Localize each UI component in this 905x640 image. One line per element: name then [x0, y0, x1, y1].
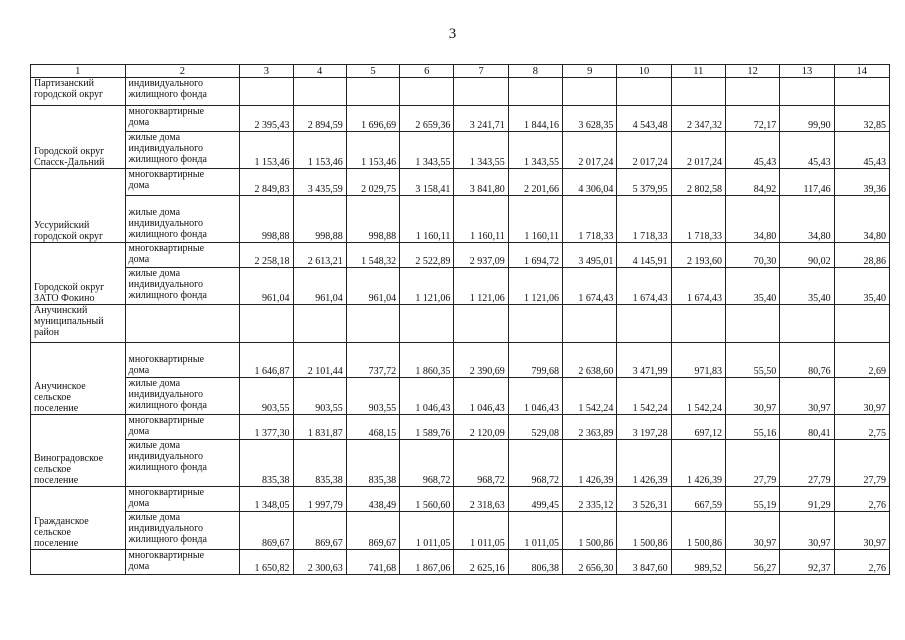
value-cell: 3 241,71	[454, 106, 508, 132]
value-cell	[834, 78, 889, 106]
value-cell: 1 153,46	[293, 132, 346, 169]
value-cell: 1 011,05	[400, 512, 454, 550]
value-cell: 903,55	[346, 378, 399, 415]
value-cell: 2 802,58	[671, 169, 725, 196]
value-cell: 2 120,09	[454, 415, 508, 440]
value-cell: 2 522,89	[400, 243, 454, 268]
value-cell: 835,38	[240, 440, 293, 487]
value-cell: 2 659,36	[400, 106, 454, 132]
territory-cell: Городской округ ЗАТО Фокино	[31, 243, 126, 305]
value-cell: 1 121,06	[508, 268, 562, 305]
value-cell: 45,43	[780, 132, 834, 169]
value-cell	[563, 78, 617, 106]
value-cell: 1 343,55	[454, 132, 508, 169]
value-cell: 35,40	[834, 268, 889, 305]
value-cell: 2 101,44	[293, 343, 346, 378]
column-number-5: 5	[346, 65, 399, 78]
value-cell: 968,72	[400, 440, 454, 487]
value-cell: 30,97	[780, 512, 834, 550]
table-row	[31, 106, 890, 132]
value-cell	[508, 78, 562, 106]
value-cell: 117,46	[780, 169, 834, 196]
value-cell: 1 426,39	[563, 440, 617, 487]
value-cell	[293, 305, 346, 343]
value-cell	[240, 78, 293, 106]
value-cell	[240, 305, 293, 343]
value-cell: 697,12	[671, 415, 725, 440]
housing-type-cell: многоквартирные дома	[125, 343, 240, 378]
value-cell: 1 046,43	[454, 378, 508, 415]
housing-type-cell: жилые дома индивидуального жилищного фонда	[125, 132, 240, 169]
value-cell: 1 500,86	[563, 512, 617, 550]
column-number-14: 14	[834, 65, 889, 78]
value-cell: 2 937,09	[454, 243, 508, 268]
housing-type-cell: многоквартирные дома	[125, 550, 240, 575]
value-cell: 968,72	[508, 440, 562, 487]
territory-cell: Анучинский муниципальный район	[31, 305, 126, 343]
value-cell: 968,72	[454, 440, 508, 487]
value-cell: 971,83	[671, 343, 725, 378]
value-cell: 1 718,33	[671, 196, 725, 243]
value-cell: 2 625,16	[454, 550, 508, 575]
value-cell: 1 650,82	[240, 550, 293, 575]
value-cell: 2 656,30	[563, 550, 617, 575]
value-cell: 1 696,69	[346, 106, 399, 132]
value-cell: 1 500,86	[617, 512, 671, 550]
value-cell: 1 589,76	[400, 415, 454, 440]
value-cell: 835,38	[346, 440, 399, 487]
housing-type-cell: многоквартирные дома	[125, 106, 240, 132]
housing-type-cell: многоквартирные дома	[125, 243, 240, 268]
value-cell: 3 628,35	[563, 106, 617, 132]
value-cell: 869,67	[346, 512, 399, 550]
value-cell: 80,41	[780, 415, 834, 440]
value-cell: 4 145,91	[617, 243, 671, 268]
value-cell: 45,43	[725, 132, 779, 169]
value-cell: 468,15	[346, 415, 399, 440]
table-row	[31, 78, 890, 106]
value-cell: 1 542,24	[563, 378, 617, 415]
value-cell	[617, 78, 671, 106]
table-row	[31, 487, 890, 512]
value-cell: 2 395,43	[240, 106, 293, 132]
value-cell: 2 318,63	[454, 487, 508, 512]
value-cell: 1 426,39	[671, 440, 725, 487]
value-cell: 1 121,06	[400, 268, 454, 305]
value-cell: 34,80	[780, 196, 834, 243]
housing-type-cell: жилые дома индивидуального жилищного фонда	[125, 268, 240, 305]
value-cell: 72,17	[725, 106, 779, 132]
value-cell: 1 674,43	[563, 268, 617, 305]
value-cell: 2 849,83	[240, 169, 293, 196]
value-cell: 56,27	[725, 550, 779, 575]
territory-cell: Городской округ Спасск-Дальний	[31, 106, 126, 169]
value-cell: 30,97	[725, 378, 779, 415]
value-cell: 2 258,18	[240, 243, 293, 268]
value-cell: 2,69	[834, 343, 889, 378]
value-cell: 1 046,43	[508, 378, 562, 415]
value-cell: 903,55	[293, 378, 346, 415]
value-cell	[400, 305, 454, 343]
table-row	[31, 196, 890, 243]
value-cell: 2 390,69	[454, 343, 508, 378]
column-number-3: 3	[240, 65, 293, 78]
value-cell	[454, 305, 508, 343]
value-cell: 3 435,59	[293, 169, 346, 196]
value-cell: 1 121,06	[454, 268, 508, 305]
value-cell: 3 471,99	[617, 343, 671, 378]
value-cell: 499,45	[508, 487, 562, 512]
value-cell: 1 426,39	[617, 440, 671, 487]
territory-cell: Гражданское сельское поселение	[31, 487, 126, 550]
value-cell	[346, 305, 399, 343]
value-cell: 903,55	[240, 378, 293, 415]
value-cell: 1 718,33	[563, 196, 617, 243]
housing-type-cell: жилые дома индивидуального жилищного фонда	[125, 196, 240, 243]
value-cell: 529,08	[508, 415, 562, 440]
value-cell: 1 674,43	[671, 268, 725, 305]
value-cell: 1 860,35	[400, 343, 454, 378]
value-cell: 961,04	[293, 268, 346, 305]
table-row	[31, 415, 890, 440]
value-cell: 989,52	[671, 550, 725, 575]
value-cell: 2,76	[834, 487, 889, 512]
value-cell	[725, 78, 779, 106]
value-cell	[454, 78, 508, 106]
value-cell: 55,19	[725, 487, 779, 512]
territory-cell: Анучинское сельское поселение	[31, 343, 126, 415]
column-number-1: 1	[31, 65, 126, 78]
value-cell: 2,76	[834, 550, 889, 575]
value-cell: 2 613,21	[293, 243, 346, 268]
value-cell	[346, 78, 399, 106]
value-cell: 1 046,43	[400, 378, 454, 415]
value-cell: 27,79	[780, 440, 834, 487]
value-cell: 2 017,24	[563, 132, 617, 169]
value-cell: 1 867,06	[400, 550, 454, 575]
housing-type-cell: жилые дома индивидуального жилищного фонда	[125, 512, 240, 550]
value-cell: 2 335,12	[563, 487, 617, 512]
housing-type-cell: многоквартирные дома	[125, 415, 240, 440]
value-cell: 2 029,75	[346, 169, 399, 196]
housing-type-cell	[125, 305, 240, 343]
value-cell: 3 526,31	[617, 487, 671, 512]
value-cell: 30,97	[725, 512, 779, 550]
value-cell: 2 017,24	[671, 132, 725, 169]
value-cell: 1 542,24	[671, 378, 725, 415]
column-number-7: 7	[454, 65, 508, 78]
value-cell: 1 646,87	[240, 343, 293, 378]
value-cell: 1 153,46	[240, 132, 293, 169]
housing-type-cell: жилые дома индивидуального жилищного фонда	[125, 440, 240, 487]
value-cell: 1 160,11	[400, 196, 454, 243]
value-cell: 35,40	[780, 268, 834, 305]
column-number-9: 9	[563, 65, 617, 78]
column-number-6: 6	[400, 65, 454, 78]
value-cell: 39,36	[834, 169, 889, 196]
table-row	[31, 440, 890, 487]
value-cell	[508, 305, 562, 343]
housing-type-cell: многоквартирные дома	[125, 487, 240, 512]
value-cell: 438,49	[346, 487, 399, 512]
column-number-11: 11	[671, 65, 725, 78]
value-cell: 34,80	[725, 196, 779, 243]
housing-type-cell: жилые дома индивидуального жилищного фонда	[125, 378, 240, 415]
value-cell: 55,16	[725, 415, 779, 440]
value-cell: 1 011,05	[454, 512, 508, 550]
value-cell: 1 674,43	[617, 268, 671, 305]
tariff-table	[30, 64, 890, 575]
value-cell: 961,04	[240, 268, 293, 305]
value-cell: 1 997,79	[293, 487, 346, 512]
table-row	[31, 512, 890, 550]
value-cell: 737,72	[346, 343, 399, 378]
value-cell: 30,97	[834, 378, 889, 415]
value-cell: 90,02	[780, 243, 834, 268]
value-cell	[780, 78, 834, 106]
value-cell: 1 377,30	[240, 415, 293, 440]
value-cell	[400, 78, 454, 106]
value-cell: 34,80	[834, 196, 889, 243]
table-row	[31, 243, 890, 268]
value-cell: 2 201,66	[508, 169, 562, 196]
column-number-8: 8	[508, 65, 562, 78]
value-cell: 2,75	[834, 415, 889, 440]
table-row	[31, 305, 890, 343]
value-cell: 80,76	[780, 343, 834, 378]
table-body	[31, 78, 890, 575]
value-cell: 1 160,11	[508, 196, 562, 243]
housing-type-cell: индивидуального жилищного фонда	[125, 78, 240, 106]
value-cell: 998,88	[240, 196, 293, 243]
column-number-row	[31, 65, 890, 78]
value-cell: 3 841,80	[454, 169, 508, 196]
value-cell: 45,43	[834, 132, 889, 169]
table-row	[31, 550, 890, 575]
column-number-10: 10	[617, 65, 671, 78]
territory-cell	[31, 550, 126, 575]
value-cell: 2 363,89	[563, 415, 617, 440]
value-cell: 1 343,55	[400, 132, 454, 169]
column-number-13: 13	[780, 65, 834, 78]
page-number: 3	[448, 26, 457, 42]
value-cell: 3 197,28	[617, 415, 671, 440]
value-cell: 799,68	[508, 343, 562, 378]
value-cell: 1 718,33	[617, 196, 671, 243]
value-cell: 4 306,04	[563, 169, 617, 196]
value-cell: 1 011,05	[508, 512, 562, 550]
table-row	[31, 378, 890, 415]
value-cell: 5 379,95	[617, 169, 671, 196]
value-cell: 35,40	[725, 268, 779, 305]
table-row	[31, 169, 890, 196]
value-cell	[671, 305, 725, 343]
territory-cell: Партизанский городской округ	[31, 78, 126, 106]
table-row	[31, 132, 890, 169]
table-row	[31, 343, 890, 378]
value-cell	[671, 78, 725, 106]
value-cell: 27,79	[834, 440, 889, 487]
value-cell: 2 638,60	[563, 343, 617, 378]
value-cell: 32,85	[834, 106, 889, 132]
value-cell	[834, 305, 889, 343]
value-cell: 1 348,05	[240, 487, 293, 512]
value-cell: 30,97	[780, 378, 834, 415]
value-cell: 1 153,46	[346, 132, 399, 169]
table-row	[31, 268, 890, 305]
value-cell: 1 548,32	[346, 243, 399, 268]
value-cell: 4 543,48	[617, 106, 671, 132]
housing-type-cell: многоквартирные дома	[125, 169, 240, 196]
value-cell: 3 495,01	[563, 243, 617, 268]
value-cell: 1 831,87	[293, 415, 346, 440]
value-cell: 99,90	[780, 106, 834, 132]
value-cell: 2 193,60	[671, 243, 725, 268]
value-cell: 30,97	[834, 512, 889, 550]
value-cell: 3 158,41	[400, 169, 454, 196]
value-cell: 869,67	[293, 512, 346, 550]
value-cell: 28,86	[834, 243, 889, 268]
value-cell: 55,50	[725, 343, 779, 378]
value-cell: 835,38	[293, 440, 346, 487]
value-cell: 869,67	[240, 512, 293, 550]
value-cell: 1 500,86	[671, 512, 725, 550]
value-cell: 2 017,24	[617, 132, 671, 169]
value-cell: 1 343,55	[508, 132, 562, 169]
value-cell: 2 894,59	[293, 106, 346, 132]
value-cell	[293, 78, 346, 106]
column-number-4: 4	[293, 65, 346, 78]
value-cell: 998,88	[346, 196, 399, 243]
value-cell: 2 300,63	[293, 550, 346, 575]
value-cell	[780, 305, 834, 343]
column-number-2: 2	[125, 65, 240, 78]
column-number-12: 12	[725, 65, 779, 78]
value-cell: 70,30	[725, 243, 779, 268]
value-cell: 92,37	[780, 550, 834, 575]
value-cell: 1 160,11	[454, 196, 508, 243]
value-cell: 91,29	[780, 487, 834, 512]
value-cell: 1 542,24	[617, 378, 671, 415]
value-cell: 1 844,16	[508, 106, 562, 132]
value-cell: 806,38	[508, 550, 562, 575]
value-cell: 27,79	[725, 440, 779, 487]
value-cell: 961,04	[346, 268, 399, 305]
value-cell: 84,92	[725, 169, 779, 196]
value-cell: 2 347,32	[671, 106, 725, 132]
value-cell: 3 847,60	[617, 550, 671, 575]
value-cell: 667,59	[671, 487, 725, 512]
value-cell: 998,88	[293, 196, 346, 243]
value-cell: 1 560,60	[400, 487, 454, 512]
territory-cell: Виноградовское сельское поселение	[31, 415, 126, 487]
value-cell	[617, 305, 671, 343]
value-cell: 741,68	[346, 550, 399, 575]
value-cell	[563, 305, 617, 343]
value-cell	[725, 305, 779, 343]
value-cell: 1 694,72	[508, 243, 562, 268]
territory-cell: Уссурийский городской округ	[31, 169, 126, 243]
